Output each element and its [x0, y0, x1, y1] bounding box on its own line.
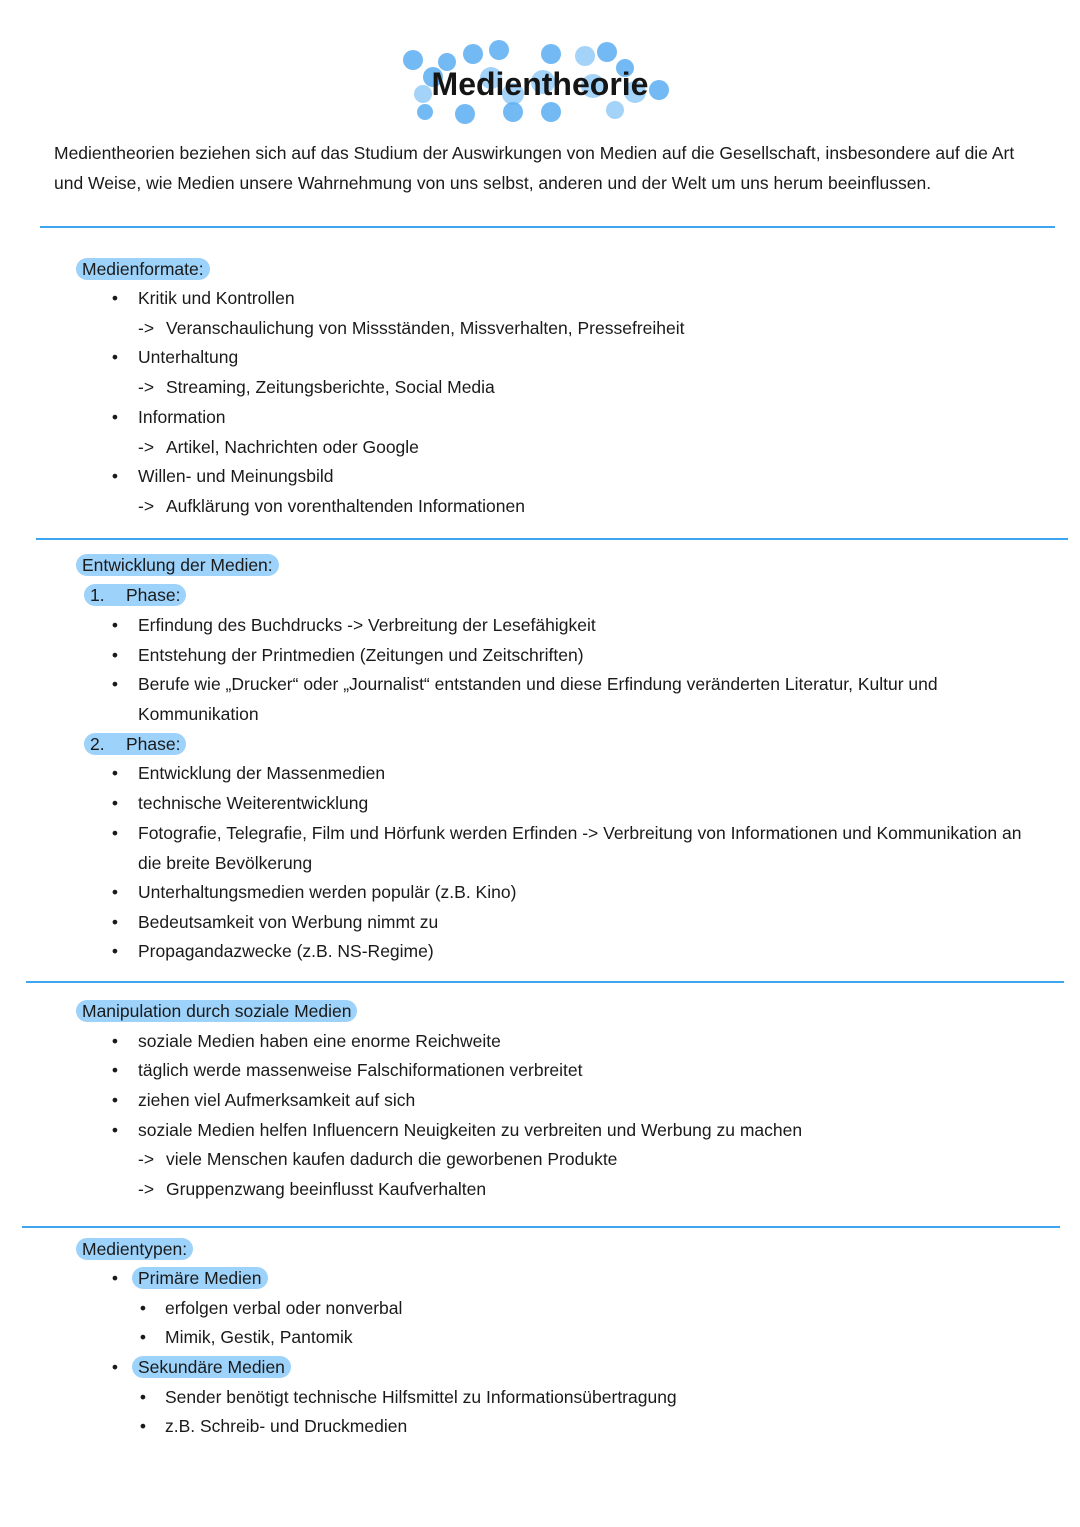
list-item: Unterhaltung [138, 347, 239, 367]
section-heading: Medientypen: [76, 1238, 193, 1260]
bullet: • [111, 645, 119, 665]
list-item: Entstehung der Printmedien (Zeitungen und Zeitschriften) [138, 645, 584, 665]
bullet: • [111, 882, 119, 902]
section-heading: Manipulation durch soziale Medien [76, 1000, 357, 1022]
list-item: Kritik und Kontrollen [138, 288, 295, 308]
bullet: • [139, 1298, 147, 1318]
divider [36, 538, 1068, 540]
list-item: z.B. Schreib- und Druckmedien [165, 1416, 408, 1436]
bullet: • [111, 1120, 119, 1140]
section-heading: Medienformate: [76, 258, 210, 280]
list-item: soziale Medien haben eine enorme Reichweite [138, 1031, 501, 1051]
list-subitem: -> Aufklärung von vorenthaltenden Informationen [138, 496, 525, 516]
phase-heading: 2. Phase: [84, 733, 186, 755]
bullet: • [111, 1268, 119, 1288]
list-item: Information [138, 407, 226, 427]
list-item: Fotografie, Telegrafie, Film und Hörfunk werden Erfinden -> Verbreitung von Informationen und Kommunikation an die breite Bevölkerung [138, 823, 1022, 873]
list-item: täglich werde massenweise Falschiformationen verbreitet [138, 1060, 583, 1080]
bullet: • [111, 288, 119, 308]
title-block [395, 32, 685, 132]
list-item: soziale Medien helfen Influencern Neuigkeiten zu verbreiten und Werbung zu machen [138, 1120, 803, 1140]
list-subitem: -> Streaming, Zeitungsberichte, Social Media [138, 377, 495, 397]
bullet: • [111, 823, 119, 843]
bullet: • [139, 1327, 147, 1347]
bullet: • [111, 793, 119, 813]
bullet: • [111, 466, 119, 486]
subsection-heading: Sekundäre Medien [132, 1356, 291, 1378]
divider [22, 1226, 1060, 1228]
bullet: • [139, 1387, 147, 1407]
list-item: Propagandazwecke (z.B. NS-Regime) [138, 941, 434, 961]
bullet: • [111, 1031, 119, 1051]
bullet: • [111, 1357, 119, 1377]
list-item: Willen- und Meinungsbild [138, 466, 334, 486]
bullet: • [111, 941, 119, 961]
list-subitem: -> Artikel, Nachrichten oder Google [138, 437, 419, 457]
phase-heading: 1. Phase: [84, 584, 186, 606]
list-subitem: -> Veranschaulichung von Missständen, Missverhalten, Pressefreiheit [138, 318, 685, 338]
list-item: Mimik, Gestik, Pantomik [165, 1327, 353, 1347]
bullet: • [111, 1060, 119, 1080]
list-item: ziehen viel Aufmerksamkeit auf sich [138, 1090, 416, 1110]
list-subitem: -> Gruppenzwang beeinflusst Kaufverhalten [138, 1179, 487, 1199]
bullet: • [111, 763, 119, 783]
bullet: • [111, 912, 119, 932]
bullet: • [111, 407, 119, 427]
list-item: Entwicklung der Massenmedien [138, 763, 386, 783]
intro-paragraph: Medientheorien beziehen sich auf das Studium der Auswirkungen von Medien auf die Gesellschaft, insbesondere auf die Art und Weise, wie Medien unsere Wahrnehmung von uns selbst, anderen und der Welt um uns herum beeinflussen. [54, 143, 1015, 193]
page-title: Medientheorie [431, 66, 649, 102]
bullet: • [111, 347, 119, 367]
list-item: Sender benötigt technische Hilfsmittel zu Informationsübertragung [165, 1387, 677, 1407]
list-item: Erfindung des Buchdrucks -> Verbreitung der Lesefähigkeit [138, 615, 596, 635]
divider [26, 981, 1064, 983]
list-item: Berufe wie „Drucker“ oder „Journalist“ entstanden und diese Erfindung veränderten Literatur, Kultur und Kommunikation [138, 674, 938, 724]
divider [40, 226, 1055, 228]
list-item: technische Weiterentwicklung [138, 793, 369, 813]
list-subitem: -> viele Menschen kaufen dadurch die geworbenen Produkte [138, 1149, 618, 1169]
list-item: Unterhaltungsmedien werden populär (z.B. Kino) [138, 882, 517, 902]
bullet: • [111, 1090, 119, 1110]
subsection-heading: Primäre Medien [132, 1267, 268, 1289]
section-heading: Entwicklung der Medien: [76, 554, 279, 576]
bullet: • [139, 1416, 147, 1436]
list-item: Bedeutsamkeit von Werbung nimmt zu [138, 912, 439, 932]
bullet: • [111, 615, 119, 635]
list-item: erfolgen verbal oder nonverbal [165, 1298, 403, 1318]
bullet: • [111, 674, 119, 694]
